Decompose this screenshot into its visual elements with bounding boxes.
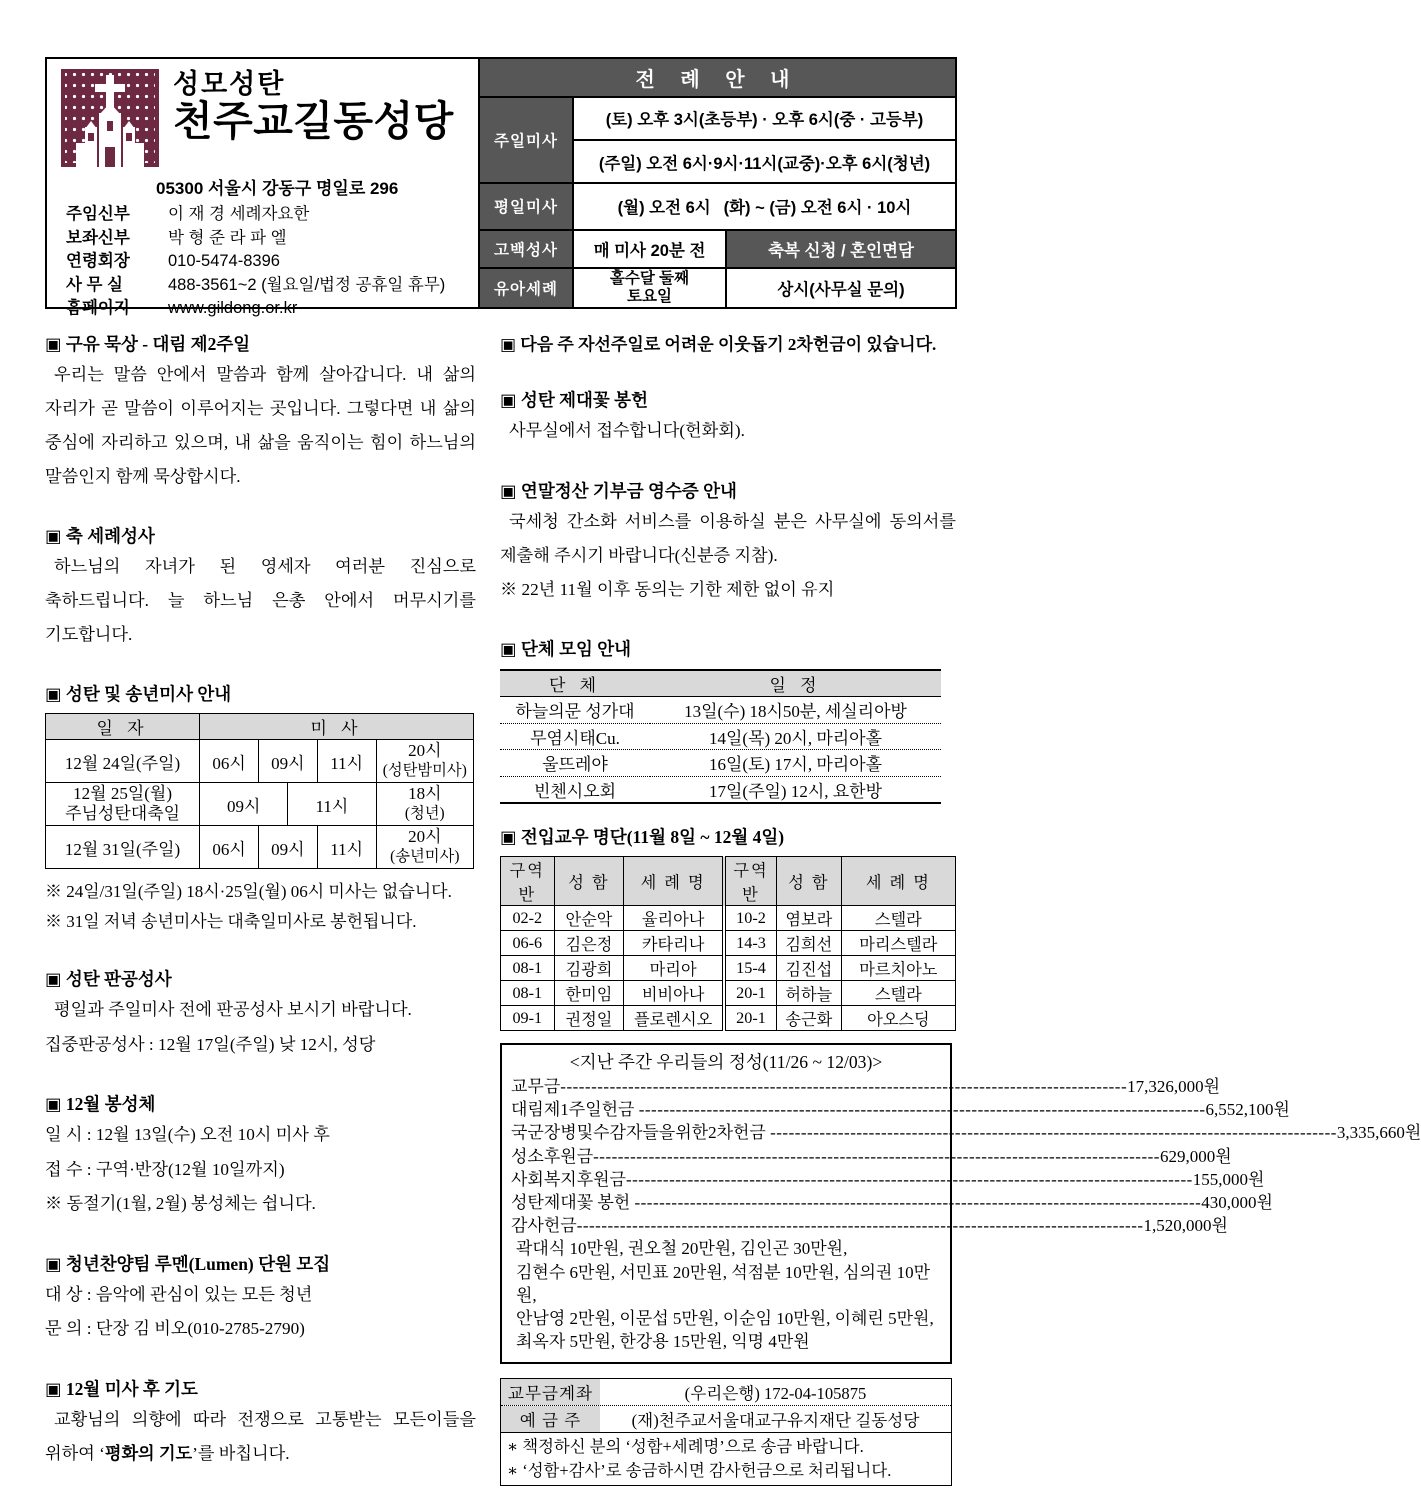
section-heading: ▣ 12월 미사 후 기도	[45, 1378, 198, 1399]
section-heading: ▣ 연말정산 기부금 영수증 안내	[500, 480, 737, 501]
baptismal-name: 마리아	[624, 956, 724, 981]
special-time: 18시	[408, 784, 442, 803]
account-number: (우리은행) 172-04-105875	[684, 1384, 867, 1404]
group-row	[500, 750, 941, 777]
right-column	[500, 331, 1421, 1486]
district: 02-2	[501, 906, 555, 931]
section-christmas-mass	[45, 681, 476, 937]
group-row	[500, 776, 941, 803]
dash-leader	[577, 1214, 1144, 1237]
dash-leader	[626, 1168, 1193, 1191]
baptismal-name: 플로렌시오	[624, 1006, 724, 1031]
sunday-mass-sunday: (주일) 오전 6시·9시·11시(교중)·오후 6시(청년)	[573, 140, 956, 183]
offering-amount: 629,000원	[1159, 1146, 1232, 1166]
baptismal-name: 카타리나	[624, 931, 724, 956]
newcomer-row	[501, 1006, 956, 1031]
group-schedule: 16일(토) 17시, 마리아홀	[650, 750, 941, 777]
account-note-2: ∗ ‘성함+감사’로 송금하시면 감사헌금으로 처리됩니다.	[507, 1460, 892, 1480]
group-meetings-table	[500, 669, 941, 804]
baptismal-name: 스텔라	[841, 981, 955, 1006]
christmas-mass-table	[45, 713, 474, 869]
mass-time-special	[376, 826, 473, 869]
mass-time: 09시	[258, 826, 317, 869]
offering-amount: 155,000원	[1192, 1169, 1265, 1189]
newcomers-table	[500, 856, 956, 1031]
info-label: 보좌신부	[66, 228, 130, 247]
offering-line	[511, 1145, 1232, 1168]
special-time: 20시	[408, 827, 442, 846]
special-time: 20시	[408, 741, 442, 760]
name: 권정일	[554, 1006, 624, 1031]
group-schedule: 13일(수) 18시50분, 세실리아방	[650, 697, 941, 724]
dash-leader	[770, 1121, 1337, 1144]
offering-label: 교무금	[511, 1077, 561, 1096]
info-row-pastor	[61, 203, 472, 227]
col-header: 구역반	[724, 857, 777, 906]
baptismal-name: 비비아나	[624, 981, 724, 1006]
account-holder-label: 예 금 주	[501, 1406, 600, 1432]
group-schedule: 14일(목) 20시, 마리아홀	[650, 723, 941, 750]
offering-account-box	[500, 1378, 952, 1486]
col-header-schedule: 일 정	[650, 670, 941, 697]
section-altar-flowers	[500, 387, 956, 449]
confession-label: 고백성사	[479, 230, 573, 269]
prayer-text-bold: 평화의 기도	[104, 1443, 193, 1463]
mass-date	[46, 783, 200, 826]
group-schedule: 17일(주일) 12시, 요한방	[708, 781, 883, 801]
account-note-1: ∗ 책정하신 분의 ‘성함+세례명’으로 송금 바랍니다.	[507, 1437, 864, 1457]
mass-row-dec25	[46, 783, 474, 826]
section-group-meetings	[500, 636, 956, 804]
info-row-chair	[61, 250, 472, 274]
info-row-homepage	[61, 297, 472, 321]
sunday-mass-label: 주일미사	[479, 97, 573, 183]
church-info-list	[61, 203, 472, 321]
mass-time: 11시	[317, 740, 376, 783]
mass-time: 06시	[200, 826, 259, 869]
info-label: 주임신부	[66, 205, 130, 223]
group-name: 빈첸시오회	[533, 781, 617, 801]
info-label: 연령회장	[66, 252, 130, 271]
special-note: (송년미사)	[390, 848, 460, 865]
district: 20-1	[724, 981, 777, 1006]
district: 20-1	[724, 1006, 777, 1031]
offering-amount: 1,520,000원	[1143, 1216, 1228, 1236]
weekly-offerings-box	[500, 1043, 1421, 1364]
mass-row-dec24	[46, 740, 474, 783]
section-newcomers	[500, 824, 956, 1031]
mass-row-dec31	[46, 826, 474, 869]
liturgy-schedule-table	[478, 57, 957, 309]
mass-date-line1: 12월 25일(월)	[73, 784, 172, 803]
special-note: (청년)	[404, 805, 445, 822]
mass-time: 09시	[200, 783, 288, 826]
district: 08-1	[501, 956, 555, 981]
offering-amount: 3,335,660원	[1336, 1123, 1421, 1143]
name: 김은정	[554, 931, 624, 956]
donor-line: 곽대식 10만원, 권오철 20만원, 김인곤 30만원,	[516, 1239, 848, 1259]
section-christmas-confession	[45, 966, 476, 1062]
section-heading: ▣ 성탄 제대꽃 봉헌	[500, 390, 648, 410]
offerings-title: <지난 주간 우리들의 정성(11/26 ~ 12/03)>	[569, 1052, 883, 1072]
offering-amount: 430,000원	[1201, 1193, 1273, 1213]
section-heading: ▣ 성탄 및 송년미사 안내	[45, 684, 232, 704]
col-header: 성 함	[554, 857, 624, 906]
newcomer-row	[501, 931, 956, 956]
offering-line	[511, 1075, 1221, 1098]
infant-baptism-contact: 상시(사무실 문의)	[726, 268, 956, 308]
section-heading: ▣ 12월 봉성체	[45, 1094, 156, 1114]
section-line: 문 의 : 단장 김 비오(010-2785-2790)	[45, 1319, 305, 1338]
offering-line	[511, 1168, 1265, 1191]
section-charity-sunday	[500, 331, 956, 358]
mass-time-special	[376, 740, 473, 783]
section-line: 일 시 : 12월 13일(수) 오전 10시 미사 후	[45, 1125, 330, 1144]
section-body: 우리는 말씀 안에서 말씀과 함께 살아갑니다. 내 삶의 자리가 곧 말씀이 이루어지는 곳입니다. 그렇다면 내 삶의 중심에 자리하고 있으며, 내 삶을 움직이는 힘이 하느님의 말씀인지 함께 묵상합시다.	[45, 365, 476, 486]
account-holder-row	[501, 1406, 951, 1433]
section-prayer-after-mass	[45, 1376, 476, 1471]
dash-leader	[639, 1098, 1206, 1121]
section-line: 접 수 : 구역·반장(12월 10일까지)	[45, 1159, 285, 1179]
offering-label: 국군장병및수감자들을위한2차헌금	[511, 1123, 771, 1143]
offering-label: 감사헌금	[511, 1216, 577, 1236]
name: 염보라	[777, 906, 842, 931]
info-value: 010-5474-8396	[168, 252, 280, 271]
section-heading: ▣ 청년찬양팀 루멘(Lumen) 단원 모집	[45, 1253, 331, 1274]
offering-label: 성소후원금	[511, 1146, 594, 1166]
account-notes	[501, 1433, 951, 1485]
section-body: 국세청 간소화 서비스를 이용하실 분은 사무실에 동의서를 제출해 주시기 바랍니다(신분증 지참).	[500, 511, 956, 565]
section-body	[45, 1403, 476, 1471]
homepage-url: www.gildong.or.kr	[168, 299, 298, 318]
mass-notes	[45, 877, 476, 937]
offering-line	[511, 1191, 1273, 1214]
section-heading: ▣ 전입교우 명단(11월 8일 ~ 12월 4일)	[500, 827, 785, 847]
offering-line	[511, 1121, 1421, 1144]
section-body: 하느님의 자녀가 된 영세자 여러분 진심으로 축하드립니다. 늘 하느님 은총 안에서 머무시기를 기도합니다.	[45, 557, 476, 644]
section-note: ※ 22년 11월 이후 동의는 기한 제한 없이 유지	[500, 579, 835, 599]
district: 06-6	[501, 931, 555, 956]
district: 15-4	[724, 956, 777, 981]
baptismal-name: 아오스딩	[841, 1006, 955, 1031]
baptismal-name: 마리스텔라	[841, 931, 955, 956]
blessing-marriage-info: 축복 신청 / 혼인면담	[726, 230, 956, 269]
section-heading: ▣ 구유 묵상 - 대림 제2주일	[45, 334, 251, 354]
confession-time: 매 미사 20분 전	[573, 230, 726, 269]
section-line: 대 상 : 음악에 관심이 있는 모든 청년	[45, 1284, 313, 1304]
weekday-mass-times: (월) 오전 6시 (화) ~ (금) 오전 6시 · 10시	[573, 183, 956, 230]
newcomer-row	[501, 956, 956, 981]
section-heading: ▣ 축 세례성사	[45, 526, 155, 546]
left-column	[45, 331, 476, 1500]
section-heading: ▣ 성탄 판공성사	[45, 969, 172, 989]
offering-amount: 17,326,000원	[1127, 1077, 1221, 1096]
section-baptism-congrats	[45, 523, 476, 652]
special-note: (성탄밤미사)	[382, 762, 467, 779]
offering-amount: 6,552,100원	[1205, 1100, 1290, 1120]
baptismal-name: 스텔라	[841, 906, 955, 931]
mass-time: 06시	[200, 740, 259, 783]
section-line: 사무실에서 접수합니다(헌화회).	[509, 421, 745, 440]
name: 안순악	[554, 906, 624, 931]
dash-leader	[560, 1075, 1127, 1098]
name: 김진섭	[777, 956, 842, 981]
weekday-mass-label: 평일미사	[479, 183, 573, 230]
mass-note-2: ※ 31일 저녁 송년미사는 대축일미사로 봉헌됩니다.	[45, 912, 417, 931]
mass-time: 11시	[288, 783, 376, 826]
section-manger-meditation	[45, 331, 476, 494]
infant-baptism-label: 유아세례	[479, 268, 573, 308]
section-lumen-recruit	[45, 1251, 476, 1347]
mass-time-special	[376, 783, 473, 826]
offering-label: 사회복지후원금	[511, 1169, 626, 1189]
newcomer-row	[501, 981, 956, 1006]
offering-label: 대림제1주일헌금	[511, 1100, 639, 1120]
section-heading: ▣ 단체 모임 안내	[500, 639, 632, 659]
church-logo-svg	[61, 69, 159, 167]
mass-time: 09시	[258, 740, 317, 783]
col-header-group: 단 체	[500, 670, 650, 697]
brand-row	[61, 69, 472, 167]
infant-baptism-when	[573, 268, 726, 308]
info-value: 박 형 준 라 파 엘	[168, 228, 287, 247]
mass-note-1: ※ 24일/31일(주일) 18시·25일(월) 06시 미사는 없습니다.	[45, 882, 452, 901]
col-header: 구역반	[501, 857, 555, 906]
district: 14-3	[724, 931, 777, 956]
group-name: 울뜨레야	[500, 750, 650, 777]
name: 김희선	[777, 931, 842, 956]
prayer-text-post: ’를 바칩니다.	[192, 1443, 290, 1463]
col-header: 세 례 명	[841, 857, 955, 906]
account-number-row	[501, 1379, 951, 1406]
name: 한미임	[554, 981, 624, 1006]
brand-subtitle: 성모성탄	[173, 69, 286, 99]
name: 허하늘	[777, 981, 842, 1006]
offering-line	[511, 1214, 1228, 1237]
dash-leader	[593, 1145, 1160, 1168]
section-line: 평일과 주일미사 전에 판공성사 보시기 바랍니다.	[54, 1000, 412, 1019]
newcomer-row	[501, 906, 956, 931]
group-name: 무염시태Cu.	[500, 723, 650, 750]
col-header: 성 함	[777, 857, 842, 906]
info-value: 이 재 경 세례자요한	[168, 205, 310, 223]
info-row-office	[61, 274, 472, 298]
donor-line: 안남영 2만원, 이문섭 5만원, 이순임 10만원, 이혜린 5만원,	[516, 1309, 934, 1329]
brand-title: 천주교길동성당	[173, 98, 454, 145]
offering-label: 성탄제대꽃 봉헌	[511, 1193, 635, 1213]
baptismal-name: 마르치아노	[841, 956, 955, 981]
info-label: 홈페이지	[66, 299, 130, 318]
church-cross-logo-icon	[61, 69, 159, 167]
brand-text	[173, 69, 454, 167]
infant-baptism-line2: 토요일	[627, 288, 672, 306]
account-label: 교무금계좌	[501, 1379, 600, 1405]
section-line: ※ 동절기(1월, 2월) 봉성체는 쉽니다.	[45, 1194, 316, 1213]
name: 송근화	[777, 1006, 842, 1031]
district: 08-1	[501, 981, 555, 1006]
baptismal-name: 율리아나	[624, 906, 724, 931]
info-row-assistant	[61, 227, 472, 251]
section-line: 집중판공성사 : 12월 17일(주일) 낮 12시, 성당	[45, 1034, 376, 1054]
group-row	[500, 723, 941, 750]
donor-line: 김현수 6만원, 서민표 20만원, 석점분 10만원, 심의권 10만원,	[516, 1262, 931, 1305]
section-december-communion	[45, 1091, 476, 1222]
section-donation-receipt	[500, 478, 956, 608]
info-value: 488-3561~2 (월요일/법정 공휴일 휴무)	[168, 275, 446, 294]
mass-date-line2: 주님성탄대축일	[65, 804, 181, 823]
col-header: 세 례 명	[624, 857, 724, 906]
group-row	[500, 697, 941, 724]
donor-line: 최옥자 5만원, 한강용 15만원, 익명 4만원	[516, 1332, 810, 1352]
offering-line	[511, 1098, 1290, 1121]
church-address: 05300 서울시 강동구 명일로 296	[156, 179, 399, 198]
church-header-box	[45, 57, 478, 318]
mass-time: 11시	[317, 826, 376, 869]
district: 10-2	[724, 906, 777, 931]
district: 09-1	[501, 1006, 555, 1031]
section-heading: ▣ 다음 주 자선주일로 어려운 이웃돕기 2차헌금이 있습니다.	[500, 335, 937, 354]
prayer-text-pre: 교황님의 의향에 따라 전쟁으로 고통받는 모든이들을 위하여 ‘	[45, 1409, 476, 1463]
account-holder-name: (재)천주교서울대교구유지재단 길동성당	[631, 1411, 920, 1431]
infant-baptism-line1: 홀수달 둘째	[609, 270, 690, 288]
group-name: 하늘의문 성가대	[500, 697, 650, 724]
liturgy-title: 전 례 안 내	[479, 58, 956, 97]
mass-date: 12월 24일(주일)	[46, 740, 200, 783]
col-header-mass: 미 사	[200, 714, 474, 740]
mass-date: 12월 31일(주일)	[46, 826, 200, 869]
info-label: 사 무 실	[66, 275, 123, 294]
dash-leader	[634, 1191, 1201, 1214]
name: 김광희	[554, 956, 624, 981]
col-header-date: 일 자	[46, 714, 200, 740]
sunday-mass-saturday: (토) 오후 3시(초등부) · 오후 6시(중 · 고등부)	[573, 97, 956, 141]
